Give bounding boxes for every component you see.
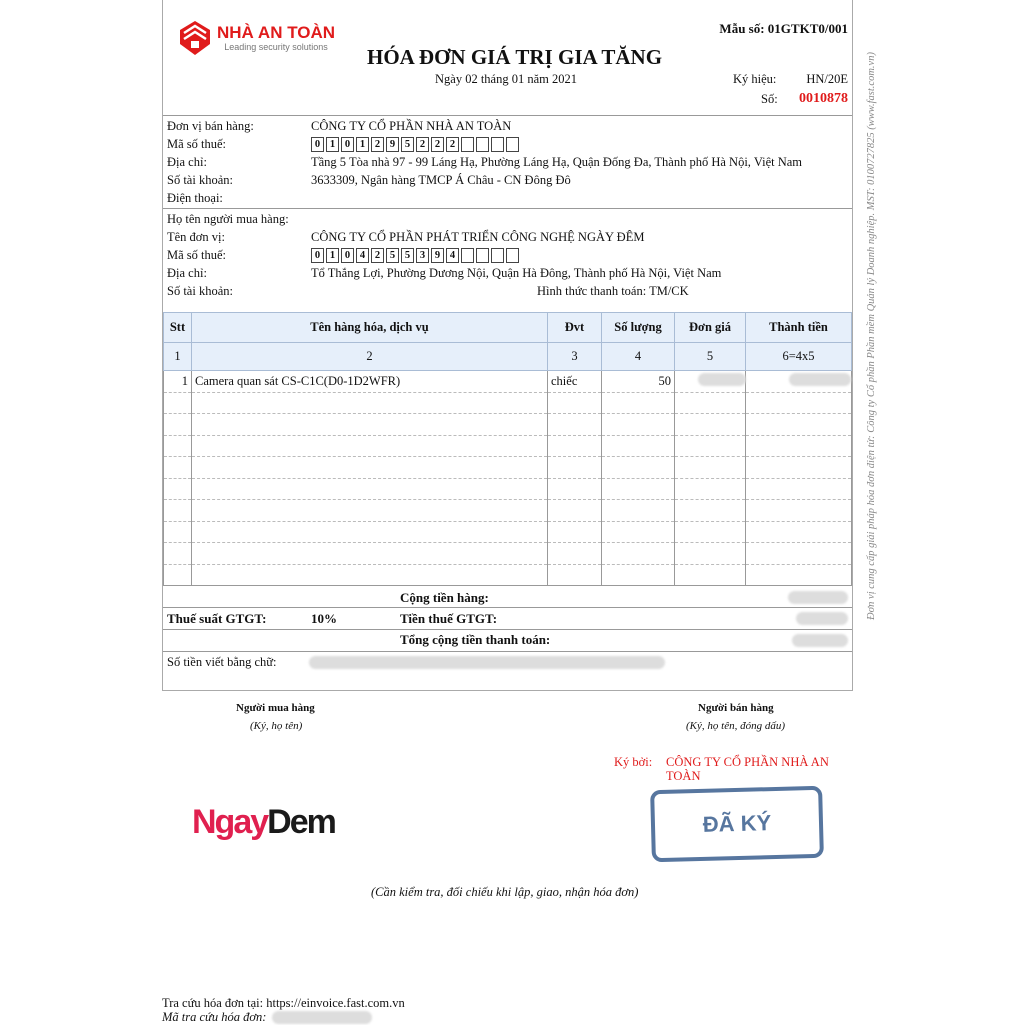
table-cell (746, 521, 852, 543)
tax-digit-box: 0 (341, 137, 354, 152)
tax-digit-box: 0 (311, 137, 324, 152)
item-amount-redacted (746, 371, 852, 393)
tax-digit-box (461, 248, 474, 263)
provider-side-text: Đơn vị cung cấp giải pháp hóa đơn điện tử: Công ty Cổ phần Phần mềm Quản lý Doanh nghiệp. MST: 0100727825 (www.fast.com.vn) (866, 52, 877, 620)
table-cell (192, 414, 548, 436)
buyer-unit: CÔNG TY CỔ PHẦN PHÁT TRIỂN CÔNG NGHỆ NGÀY ĐÊM (311, 230, 645, 244)
form-number: Mẫu số: 01GTKT0/001 (719, 21, 848, 36)
tax-digit-box: 5 (401, 248, 414, 263)
tax-digit-box: 0 (311, 248, 324, 263)
table-cell (164, 521, 192, 543)
col-header: Thành tiền (746, 313, 852, 343)
table-cell (675, 457, 746, 479)
stamp-text: ĐÃ KÝ (702, 810, 772, 837)
tax-digit-box: 9 (431, 248, 444, 263)
amount-in-words-label: Số tiền viết bằng chữ: (167, 655, 277, 669)
table-cell (675, 500, 746, 522)
col-number: 2 (192, 343, 548, 371)
table-cell (164, 414, 192, 436)
label: Mã số thuế: (167, 248, 227, 262)
item-price-redacted (675, 371, 746, 393)
subtotal-label: Cộng tiền hàng: (400, 590, 489, 605)
table-cell (602, 457, 675, 479)
tax-digit-box: 0 (341, 248, 354, 263)
label: Họ tên người mua hàng: (167, 212, 289, 226)
table-cell (548, 521, 602, 543)
table-cell (602, 435, 675, 457)
label: Đơn vị bán hàng: (167, 119, 254, 133)
signed-by-label: Ký bởi: (614, 755, 653, 769)
table-row-empty (164, 435, 852, 457)
table-cell (192, 457, 548, 479)
tax-digit-box (491, 248, 504, 263)
tax-digit-box (506, 248, 519, 263)
table-cell (192, 500, 548, 522)
table-cell (675, 478, 746, 500)
table-cell (192, 564, 548, 586)
table-cell (548, 392, 602, 414)
tax-digit-box: 1 (356, 137, 369, 152)
col-header: Stt (164, 313, 192, 343)
table-cell (746, 478, 852, 500)
label: Số tài khoản: (167, 284, 233, 298)
vat-rate: 10% (311, 611, 337, 626)
table-cell (548, 414, 602, 436)
table-cell (746, 414, 852, 436)
table-row (164, 371, 852, 393)
table-row-empty (164, 392, 852, 414)
table-row-empty (164, 521, 852, 543)
lookup-code-label: Mã tra cứu hóa đơn: (162, 1010, 267, 1024)
table-cell (164, 478, 192, 500)
total-redacted (792, 634, 848, 647)
buyer-tax-code (311, 248, 519, 263)
tax-digit-box: 1 (326, 248, 339, 263)
signed-by-value: CÔNG TY CỔ PHẦN NHÀ AN TOÀN (666, 755, 829, 783)
tax-digit-box (491, 137, 504, 152)
label: Số tài khoản: (167, 173, 233, 187)
buyer-logo: NgayDem (192, 803, 335, 841)
vat-rate-label: Thuế suất GTGT: (167, 611, 267, 626)
payment-method: Hình thức thanh toán: TM/CK (537, 284, 689, 298)
seller-tax-code (311, 137, 519, 152)
table-cell (164, 435, 192, 457)
divider (163, 115, 852, 116)
col-header: Đơn giá (675, 313, 746, 343)
table-cell (675, 392, 746, 414)
table-cell (602, 521, 675, 543)
table-row-empty (164, 564, 852, 586)
seller-logo (179, 20, 335, 56)
tax-digit-box (476, 137, 489, 152)
label: Địa chỉ: (167, 266, 207, 280)
lookup-url[interactable]: Tra cứu hóa đơn tại: https://einvoice.fast.com.vn (162, 996, 405, 1010)
col-number: 1 (164, 343, 192, 371)
table-cell (746, 457, 852, 479)
tax-digit-box: 5 (401, 137, 414, 152)
tax-digit-box: 2 (416, 137, 429, 152)
vat-amount-label: Tiền thuế GTGT: (400, 611, 498, 626)
label: Tên đơn vị: (167, 230, 225, 244)
tax-digit-box: 2 (371, 137, 384, 152)
table-cell (164, 457, 192, 479)
table-cell (548, 500, 602, 522)
symbol-label: Ký hiệu: (733, 72, 777, 86)
tax-digit-box: 1 (326, 137, 339, 152)
table-cell (548, 543, 602, 565)
table-cell (192, 543, 548, 565)
seller-signature-note: (Ký, họ tên, đóng dấu) (686, 720, 785, 732)
table-row-empty (164, 500, 852, 522)
table-cell (602, 392, 675, 414)
logo-name: NHÀ AN TOÀN (217, 23, 336, 42)
table-cell (675, 564, 746, 586)
table-cell (192, 392, 548, 414)
tax-digit-box: 3 (416, 248, 429, 263)
house-shield-icon (179, 20, 211, 56)
table-cell (675, 521, 746, 543)
tax-digit-box: 4 (356, 248, 369, 263)
tax-digit-box (506, 137, 519, 152)
table-cell (192, 435, 548, 457)
table-cell (164, 564, 192, 586)
tax-digit-box: 2 (371, 248, 384, 263)
label: Mã số thuế: (167, 137, 227, 151)
col-number: 6=4x5 (746, 343, 852, 371)
divider (163, 208, 852, 209)
col-number: 3 (548, 343, 602, 371)
tax-digit-box (461, 137, 474, 152)
table-cell (192, 478, 548, 500)
table-cell (602, 500, 675, 522)
col-header: Đvt (548, 313, 602, 343)
amount-in-words-redacted (309, 656, 665, 669)
tax-digit-box: 2 (431, 137, 444, 152)
table-cell (746, 435, 852, 457)
table-cell (746, 500, 852, 522)
table-cell (602, 414, 675, 436)
tax-digit-box: 4 (446, 248, 459, 263)
table-cell (675, 543, 746, 565)
number-label: Số: (761, 92, 778, 106)
invoice-title: HÓA ĐƠN GIÁ TRỊ GIA TĂNG (367, 45, 663, 69)
table-cell (164, 543, 192, 565)
table-row-empty (164, 543, 852, 565)
table-cell (602, 543, 675, 565)
invoice-frame (162, 0, 853, 691)
item-qty: 50 (602, 371, 675, 393)
col-header: Số lượng (602, 313, 675, 343)
col-number: 5 (675, 343, 746, 371)
tax-digit-box (476, 248, 489, 263)
tax-digit-box: 9 (386, 137, 399, 152)
table-cell (164, 392, 192, 414)
symbol-value: HN/20E (806, 72, 848, 86)
table-cell (675, 414, 746, 436)
signed-stamp (650, 786, 824, 862)
table-cell (675, 435, 746, 457)
col-header: Tên hàng hóa, dịch vụ (192, 313, 548, 343)
buyer-signature-note: (Ký, họ tên) (250, 720, 303, 732)
table-row-empty (164, 457, 852, 479)
seller-account: 3633309, Ngân hàng TMCP Á Châu - CN Đông Đô (311, 173, 571, 187)
table-cell (548, 564, 602, 586)
vat-amount-redacted (796, 612, 848, 625)
table-row-empty (164, 414, 852, 436)
invoice-date: Ngày 02 tháng 01 năm 2021 (435, 72, 577, 86)
label: Địa chỉ: (167, 155, 207, 169)
label: Điện thoại: (167, 191, 223, 205)
table-cell (602, 564, 675, 586)
table-cell (746, 543, 852, 565)
table-cell (548, 435, 602, 457)
logo-tagline: Leading security solutions (224, 42, 328, 52)
seller-name: CÔNG TY CỔ PHẦN NHÀ AN TOÀN (311, 119, 512, 133)
buyer-address: Tổ Thắng Lợi, Phường Dương Nội, Quận Hà Đông, Thành phố Hà Nội, Việt Nam (311, 266, 722, 280)
table-cell (192, 521, 548, 543)
tax-digit-box: 5 (386, 248, 399, 263)
seller-signature-title: Người bán hàng (698, 702, 774, 714)
table-cell (602, 478, 675, 500)
table-cell (164, 500, 192, 522)
subtotal-redacted (788, 591, 848, 604)
col-number: 4 (602, 343, 675, 371)
check-note: (Cần kiểm tra, đối chiếu khi lập, giao, nhận hóa đơn) (371, 885, 639, 899)
table-cell (746, 392, 852, 414)
table-cell (746, 564, 852, 586)
table-cell (548, 457, 602, 479)
table-row-empty (164, 478, 852, 500)
total-label: Tổng cộng tiền thanh toán: (400, 632, 551, 647)
invoice-number: 0010878 (799, 91, 848, 106)
tax-digit-box: 2 (446, 137, 459, 152)
table-cell (548, 478, 602, 500)
item-stt: 1 (164, 371, 192, 393)
lookup-code-redacted (272, 1011, 372, 1024)
items-table (163, 312, 852, 586)
seller-address: Tầng 5 Tòa nhà 97 - 99 Láng Hạ, Phường Láng Hạ, Quận Đống Đa, Thành phố Hà Nội, Việt Nam (311, 155, 803, 169)
item-name: Camera quan sát CS-C1C(D0-1D2WFR) (192, 371, 548, 393)
buyer-signature-title: Người mua hàng (236, 702, 315, 714)
item-unit: chiếc (548, 371, 602, 393)
